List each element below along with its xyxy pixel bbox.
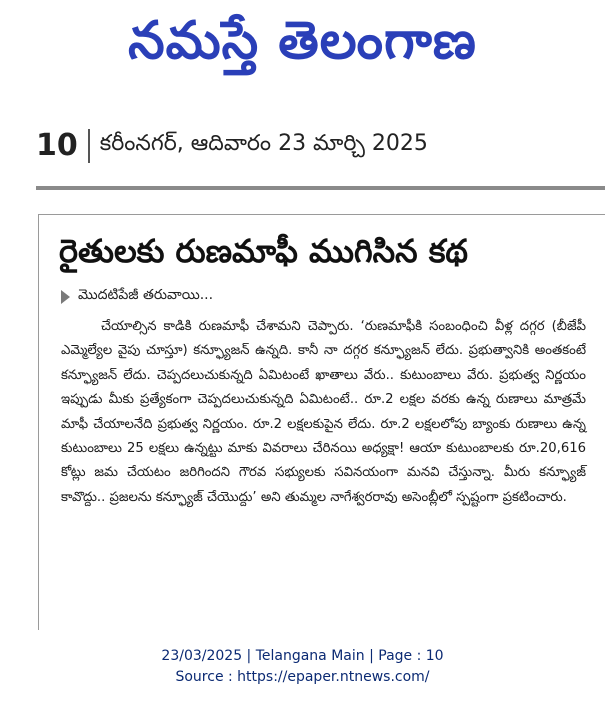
edition-date: కరీంనగర్, ఆదివారం 23 మార్చి 2025 bbox=[99, 131, 428, 156]
kicker-label: మొదటిపేజీ తరువాయి... bbox=[78, 287, 214, 303]
newspaper-masthead: నమస్తే తెలంగాణ bbox=[128, 11, 477, 71]
footer-source-line: Source : https://epaper.ntnews.com/ bbox=[175, 669, 430, 685]
dateline bbox=[36, 126, 428, 166]
article-body: చేయాల్సిన కాడికి రుణమాఫీ చేశామని చెప్పారు. ‘రుణమాఫీకి సంబంధించి వీళ్ల దగ్గర (బీజేపీ ఎమ్మెల్యేల వైపు చూస్తూ) కన్ఫ్యూజన్ ఉన్నది. కానీ నా దగ్గర కన్ఫ్యూజన్ లేదు. ప్రభుత్వానికి అంతకంటే కన్ఫ్యూజన్ లేదు. చెప్పదలుచుకున్నది ఏమిటంటే ఖాతాలు వేరు.. కుటుంబాలు వేరు. ప్రభుత్వ నిర్ణయం ఇప్పుడు మీకు ప్రత్యేకంగా చెప్పదలుచుకున్నది ఏమిటంటే.. రూ.2 లక్షల వరకు ఉన్న రుణాలు మాత్రమే మాఫీ చేయాలనేది ప్రభుత్వ నిర్ణయం. రూ.2 లక్షలకుపైన లేదు. రూ.2 లక్షలలోపు బ్యాంకు రుణాలు ఉన్న కుటుంబాలు 25 లక్షలు ఉన్నట్టు మాకు వివరాలు చేరినయి అధ్యక్షా! ఆయా కుటుంబాలకు రూ.20,616 కోట్లు జమ చేయటం జరిగిందని గౌరవ సభ్యులకు సవినయంగా మనవి చేస్తున్నా. మీరు కన్ఫ్యూజ్ కావొద్దు.. ప్రజలను కన్ఫ్యూజ్ చేయొద్దు’ అని తుమ్మల నాగేశ్వరరావు అసెంబ్లీలో స్పష్టంగా ప్రకటించారు. bbox=[61, 319, 586, 505]
header-rule bbox=[36, 186, 605, 190]
chevron-right-icon bbox=[61, 290, 70, 304]
continuation-kicker bbox=[61, 287, 213, 306]
article-headline: రైతులకు రుణమాఫీ ముగిసిన కథ bbox=[59, 232, 469, 270]
page-number: 10 bbox=[36, 129, 90, 163]
source-footer bbox=[0, 646, 605, 688]
footer-date-line: 23/03/2025 | Telangana Main | Page : 10 bbox=[161, 648, 444, 664]
article-clipping bbox=[38, 214, 605, 630]
